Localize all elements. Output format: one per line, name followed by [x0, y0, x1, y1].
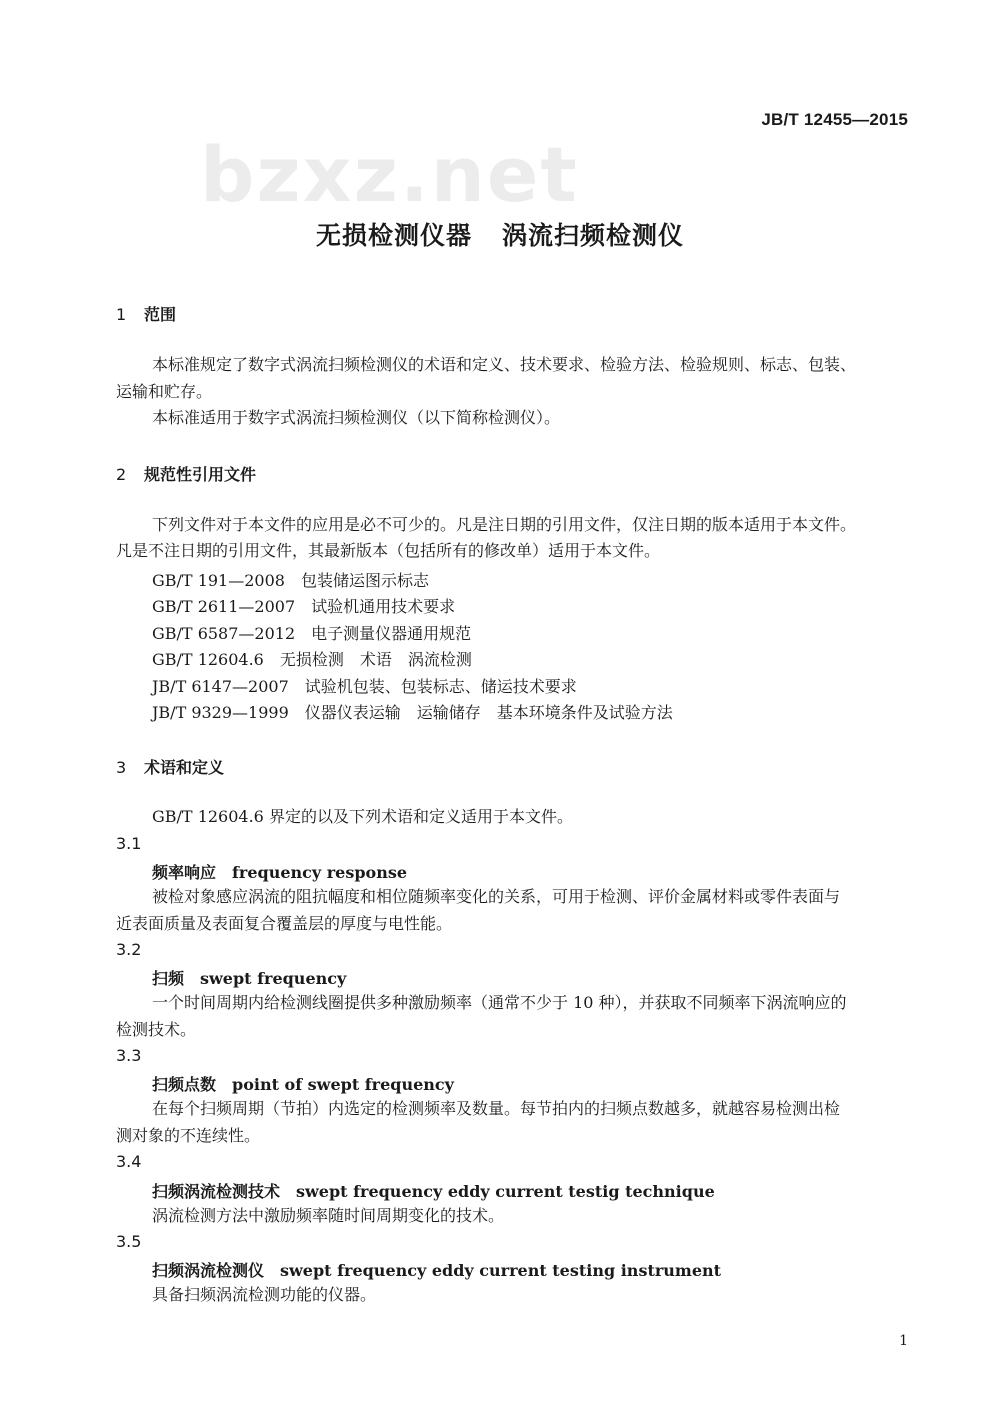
reference-item: [152, 621, 471, 644]
term-english: swept frequency eddy current testig technique: [296, 1182, 715, 1201]
section-title: 规范性引用文件: [144, 465, 257, 484]
term-english: swept frequency eddy current testing instrument: [280, 1261, 722, 1280]
section-title: 范围: [144, 305, 177, 324]
term-chinese: 扫频: [152, 969, 185, 988]
section-number: 3: [116, 758, 127, 777]
definition-line: 在每个扫频周期（节拍）内选定的检测频率及数量。每节拍内的扫频点数越多，就越容易检测出检: [152, 1099, 841, 1118]
section-number: 1: [116, 305, 127, 324]
reference-name: 仪器仪表运输 运输储存 基本环境条件及试验方法: [304, 703, 673, 722]
reference-code: GB/T 2611—2007: [152, 597, 296, 616]
definition-line: 涡流检测方法中激励频率随时间周期变化的技术。: [152, 1206, 505, 1225]
term-chinese: 扫频涡流检测仪: [152, 1261, 265, 1280]
section-number: 2: [116, 465, 127, 484]
term-english: frequency response: [232, 863, 408, 882]
paragraph-line: 本标准适用于数字式涡流扫频检测仪（以下简称检测仪）。: [152, 408, 561, 427]
definition-line: 检测技术。: [116, 1020, 197, 1039]
definition-line: 测对象的不连续性。: [116, 1126, 261, 1145]
reference-name: 试验机包装、包装标志、储运技术要求: [304, 677, 577, 696]
reference-code: JB/T 9329—1999: [152, 703, 289, 722]
term-entry: [152, 1072, 454, 1095]
section-title: 术语和定义: [144, 758, 225, 777]
reference-item: [152, 674, 577, 697]
definition-line: 近表面质量及表面复合覆盖层的厚度与电性能。: [116, 914, 453, 933]
reference-name: 试验机通用技术要求: [311, 597, 456, 616]
term-chinese: 扫频点数: [152, 1075, 217, 1094]
section-heading-terms-definitions: [116, 755, 224, 778]
section-heading-scope: [116, 302, 176, 325]
title-part2: 涡流扫频检测仪: [502, 221, 685, 250]
paragraph-line: 运输和贮存。: [116, 382, 213, 401]
definition-line: 被检对象感应涡流的阻抗幅度和相位随频率变化的关系，可用于检测、评价金属材料或零件表面与: [152, 887, 841, 906]
section-heading-normative-references: [116, 462, 256, 485]
term-chinese: 扫频涡流检测技术: [152, 1182, 281, 1201]
definition-line: 一个时间周期内给检测线圈提供多种激励频率（通常不少于 10 种），并获取不同频率下涡流响应的: [152, 993, 847, 1012]
page-title: [0, 216, 1000, 252]
term-entry: [152, 1258, 721, 1281]
reference-item: [152, 647, 472, 670]
paragraph-line: 本标准规定了数字式涡流扫频检测仪的术语和定义、技术要求、检验方法、检验规则、标志、包装、: [152, 355, 857, 374]
paragraph-line: 下列文件对于本文件的应用是必不可少的。凡是注日期的引用文件，仅注日期的版本适用于本文件。: [152, 515, 857, 534]
term-english: point of swept frequency: [232, 1075, 454, 1094]
reference-item: [152, 594, 455, 617]
term-entry: [152, 860, 407, 883]
clause-number: 3.3: [116, 1046, 142, 1065]
paragraph-line: GB/T 12604.6 界定的以及下列术语和定义适用于本文件。: [152, 807, 573, 826]
reference-code: GB/T 6587—2012: [152, 624, 296, 643]
reference-name: 无损检测 术语 涡流检测: [279, 650, 472, 669]
watermark: bzxz.net: [200, 130, 579, 219]
title-part1: 无损检测仪器: [315, 221, 472, 250]
reference-code: GB/T 191—2008: [152, 571, 285, 590]
term-entry: [152, 966, 346, 989]
standard-number: JB/T 12455—2015: [761, 110, 908, 129]
reference-code: JB/T 6147—2007: [152, 677, 289, 696]
page-number: 1: [899, 1333, 908, 1349]
reference-code: GB/T 12604.6: [152, 650, 264, 669]
reference-item: [152, 700, 673, 723]
definition-line: 具备扫频涡流检测功能的仪器。: [152, 1285, 377, 1304]
term-english: swept frequency: [200, 969, 347, 988]
reference-name: 包装储运图示标志: [300, 571, 429, 590]
clause-number: 3.4: [116, 1152, 142, 1171]
clause-number: 3.1: [116, 834, 142, 853]
term-entry: [152, 1179, 715, 1202]
reference-name: 电子测量仪器通用规范: [311, 624, 472, 643]
clause-number: 3.5: [116, 1232, 142, 1251]
paragraph-line: 凡是不注日期的引用文件，其最新版本（包括所有的修改单）适用于本文件。: [116, 541, 661, 560]
reference-item: [152, 568, 429, 591]
clause-number: 3.2: [116, 940, 142, 959]
term-chinese: 频率响应: [152, 863, 217, 882]
